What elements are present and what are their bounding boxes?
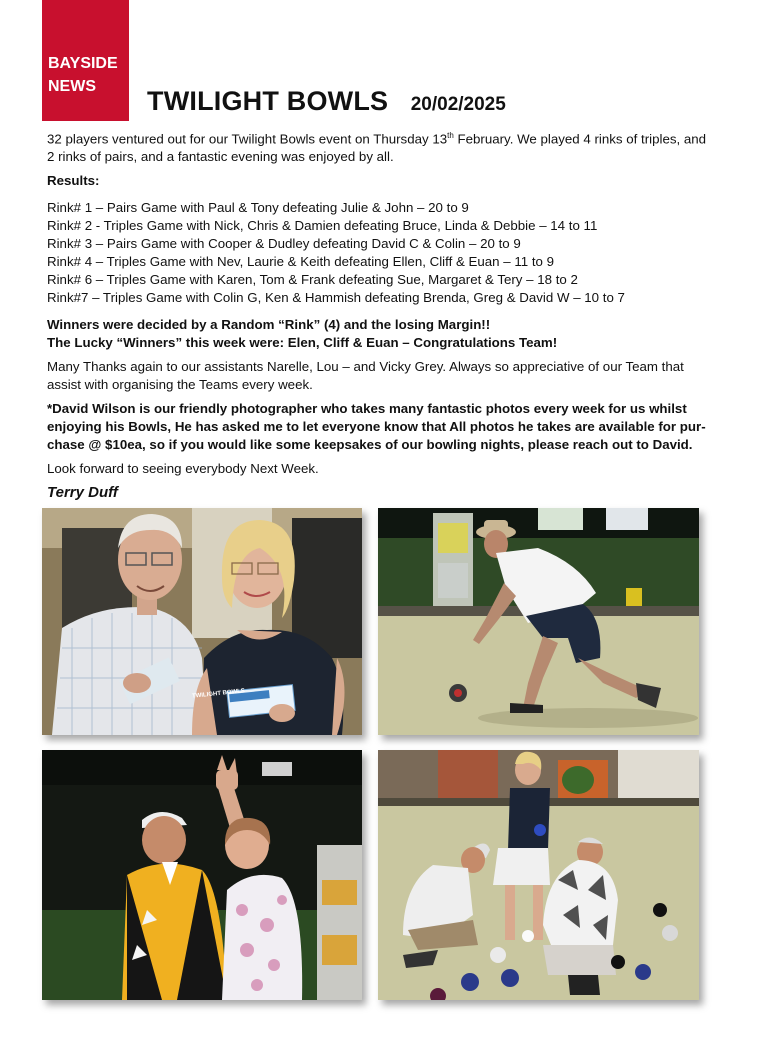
headline-title: TWILIGHT BOWLS <box>147 86 389 116</box>
photo-bowler-delivery <box>378 508 699 735</box>
winners-paragraph <box>47 316 715 352</box>
photo-celebration <box>42 750 362 1000</box>
intro-text-2: February. We played 4 rinks of triples, and 2 rinks of pairs, and a fantastic evening was enjoyed by all. <box>47 131 707 165</box>
intro-text: 32 players ventured out for our Twilight Bowls event on Thursday 13 <box>47 131 448 147</box>
page-title <box>147 86 506 117</box>
result-row: Rink# 6 – Triples Game with Karen, Tom & Frank defeating Sue, Margaret & Tery – 18 to 2 <box>47 272 578 288</box>
winners-line-1: Winners were decided by a Random “Rink” (4) and the losing Margin!! <box>47 317 491 333</box>
result-row: Rink# 2 - Triples Game with Nick, Chris & Damien defeating Bruce, Linda & Debbie – 14 to 11 <box>47 218 598 234</box>
headline-date: 20/02/2025 <box>410 94 506 115</box>
bayside-news-badge <box>42 0 129 121</box>
photo-measuring-head <box>378 750 699 1000</box>
results-list <box>47 199 715 307</box>
article-body <box>47 127 715 502</box>
results-heading: Results: <box>47 173 100 189</box>
author-signature: Terry Duff <box>47 484 118 502</box>
celebration-photo-image <box>42 750 362 1000</box>
voucher-caption: TWILIGHT BOWLS <box>191 688 246 700</box>
closing-paragraph: Look forward to seeing everybody Next Week. <box>47 461 319 477</box>
intro-paragraph <box>47 127 715 166</box>
winners-line-2: The Lucky “Winners” this week were: Elen, Cliff & Euan – Congratulations Team! <box>47 335 558 351</box>
measuring-photo-image <box>378 750 699 1000</box>
result-row: Rink# 1 – Pairs Game with Paul & Tony defeating Julie & John – 20 to 9 <box>47 200 469 216</box>
badge-line-2: NEWS <box>48 78 96 95</box>
result-row: Rink# 3 – Pairs Game with Cooper & Dudley defeating David C & Colin – 20 to 9 <box>47 236 521 252</box>
bowler-photo-image <box>378 508 699 735</box>
badge-line-1: BAYSIDE <box>48 55 118 72</box>
result-row: Rink# 4 – Triples Game with Nev, Laurie & Keith defeating Ellen, Cliff & Euan – 11 to 9 <box>47 254 555 270</box>
result-row: Rink#7 – Triples Game with Colin G, Ken & Hammish defeating Brenda, Greg & David W – 10 to 7 <box>47 290 625 306</box>
intro-sup: th <box>447 131 454 140</box>
thanks-paragraph: Many Thanks again to our assistants Narelle, Lou – and Vicky Grey. Always so appreciative of our Team that assist with organising the Teams every week. <box>47 359 684 393</box>
photographer-paragraph: *David Wilson is our friendly photographer who takes many fantastic photos every week for us whilst enjoying his Bowls, He has asked me to let everyone know that All photos he takes are available for pur-chase @ $10ea, so if you would like some keepsakes of our bowling nights, please reach out to David. <box>47 401 706 453</box>
couple-photo-image <box>42 508 362 735</box>
photo-winners-couple <box>42 508 362 735</box>
